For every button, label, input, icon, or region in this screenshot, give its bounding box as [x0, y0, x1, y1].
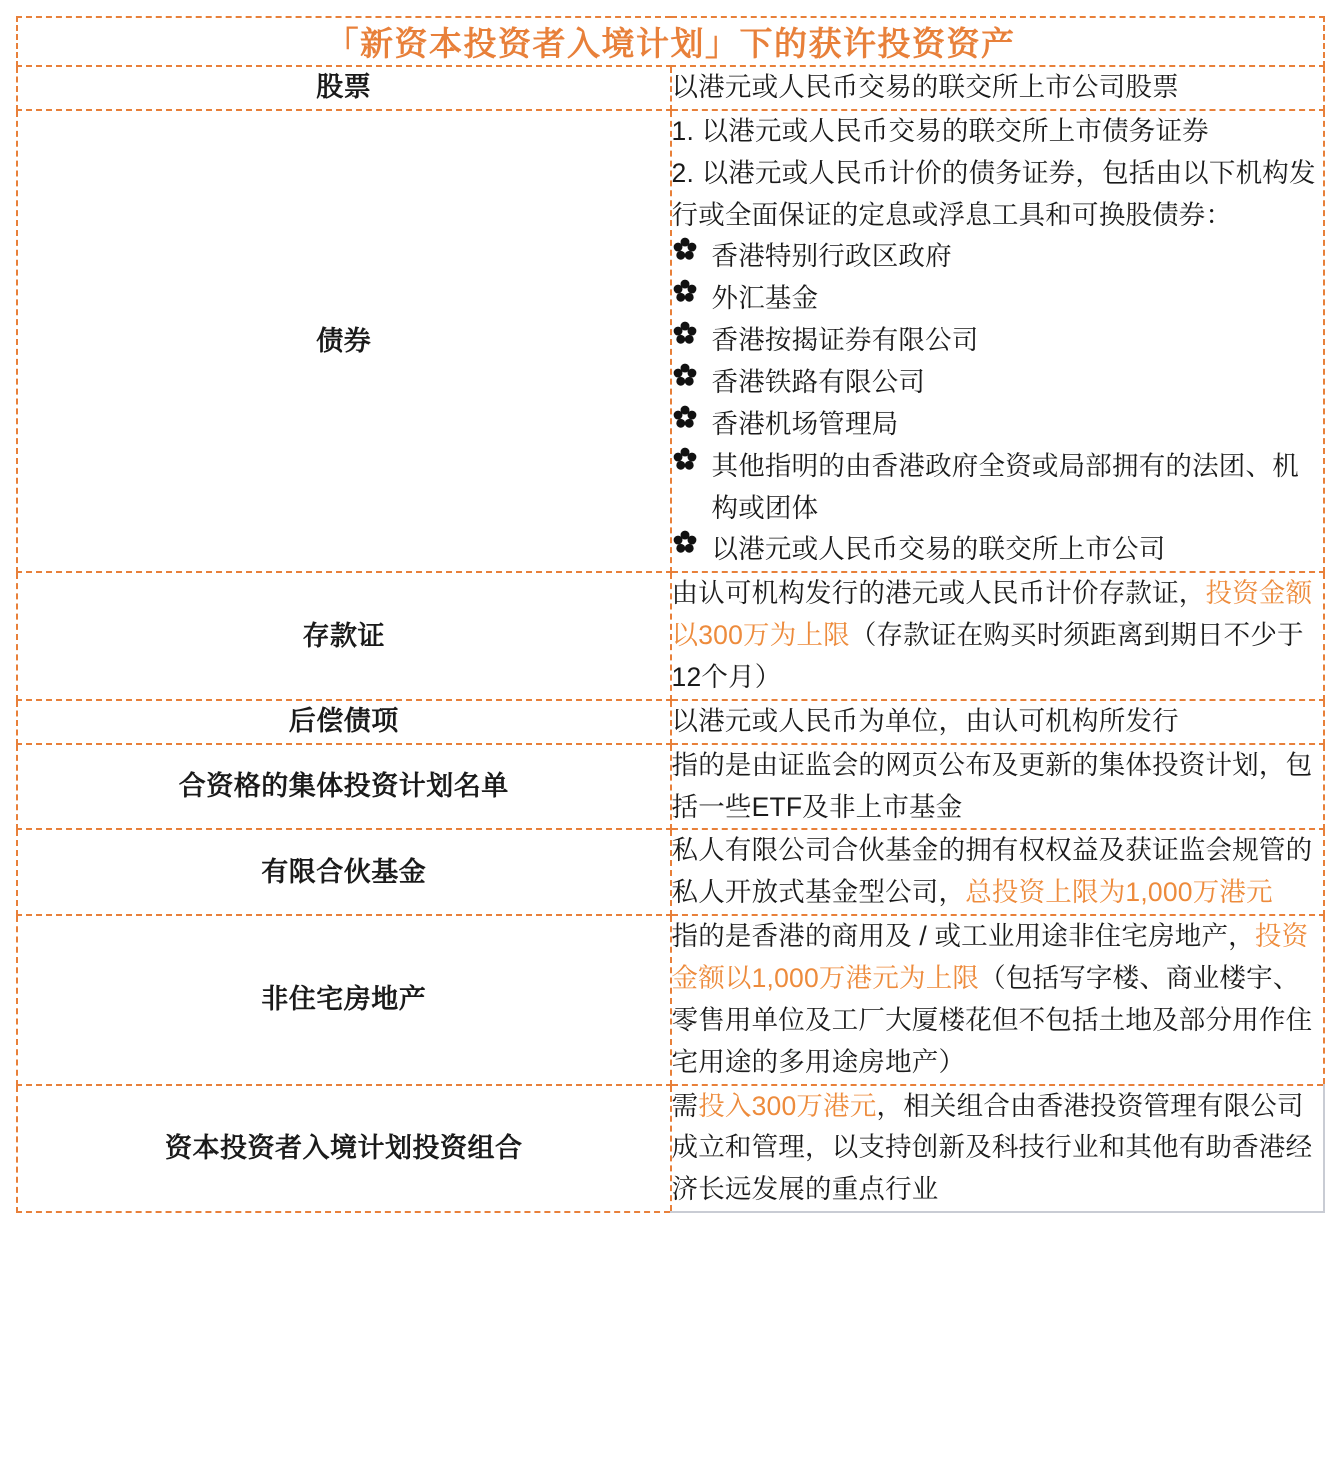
issuer-list [672, 236, 1324, 571]
list-item [672, 404, 1324, 446]
body-text: 私人有限公司合伙基金的拥有权权益及获证监会规管的私人开放式基金型公司， [671, 835, 1313, 908]
body-text: （存款证在购买时须距离到期日不少于12个月） [671, 620, 1304, 693]
list-item [672, 236, 1324, 278]
asset-category-label: 非住宅房地产 [17, 915, 671, 1084]
description-paragraph [672, 1086, 1324, 1212]
body-text: 以港元或人民币交易的联交所上市公司股票 [671, 72, 1179, 102]
description-paragraph [672, 111, 1324, 153]
table-row [17, 829, 1324, 915]
list-item [672, 446, 1324, 530]
asset-description-cell [671, 66, 1325, 110]
description-paragraph [672, 67, 1324, 109]
highlighted-text: 投资金额以300万为上限 [671, 578, 1313, 651]
description-paragraph [672, 745, 1324, 829]
body-text: 由认可机构发行的港元或人民币计价存款证， [671, 578, 1206, 609]
black-florette-icon [672, 362, 698, 388]
list-item [672, 362, 1324, 404]
highlighted-text: 总投资上限为1,000万港元 [965, 877, 1273, 908]
asset-category-label: 资本投资者入境计划投资组合 [17, 1085, 671, 1213]
table-row [17, 915, 1324, 1084]
description-paragraph [672, 830, 1324, 914]
asset-category-label: 存款证 [17, 572, 671, 700]
list-item-label: 外汇基金 [711, 283, 819, 314]
black-florette-icon [672, 529, 698, 555]
black-florette-icon [672, 446, 698, 472]
asset-category-label: 后偿债项 [17, 700, 671, 744]
allowable-investment-assets-table [16, 16, 1325, 1213]
list-item-label: 香港特别行政区政府 [711, 241, 952, 272]
asset-description-cell [671, 572, 1325, 700]
asset-category-label: 债券 [17, 110, 671, 572]
black-florette-icon [672, 236, 698, 262]
table-title-row [17, 17, 1324, 66]
body-text: 以港元或人民币为单位，由认可机构所发行 [671, 705, 1179, 736]
black-florette-icon [672, 404, 698, 430]
black-florette-icon [672, 320, 698, 346]
black-florette-icon [672, 278, 698, 304]
table-row [17, 1085, 1324, 1213]
list-item [672, 278, 1324, 320]
list-item [672, 320, 1324, 362]
asset-description-cell [671, 1085, 1325, 1213]
asset-category-label: 合资格的集体投资计划名单 [17, 744, 671, 830]
body-text: ，相关组合由香港投资管理有限公司成立和管理，以支持创新及科技行业和其他有助香港经济长远发展的重点行业 [671, 1090, 1313, 1205]
list-item-label: 其他指明的由香港政府全资或局部拥有的法团、机构或团体 [711, 450, 1299, 523]
table-row [17, 66, 1324, 110]
description-paragraph [672, 573, 1324, 699]
asset-description-cell [671, 700, 1325, 744]
table-row [17, 700, 1324, 744]
asset-category-label: 有限合伙基金 [17, 829, 671, 915]
list-item-label: 香港铁路有限公司 [711, 367, 926, 398]
asset-description-cell [671, 744, 1325, 830]
asset-description-cell [671, 110, 1325, 572]
body-text: 2. 以港元或人民币计价的债务证券，包括由以下机构发行或全面保证的定息或浮息工具和可换股债券： [671, 157, 1316, 230]
highlighted-text: 投资金额以1,000万港元为上限 [671, 921, 1309, 994]
list-item-label: 香港按揭证券有限公司 [711, 325, 979, 356]
description-paragraph [672, 701, 1324, 743]
table-row [17, 572, 1324, 700]
allowable-investment-assets-table-wrapper [16, 16, 1325, 1213]
description-paragraph [672, 153, 1324, 237]
table-body [17, 17, 1324, 1212]
body-text: 指的是香港的商用及 / 或工业用途非住宅房地产， [671, 921, 1255, 952]
table-row [17, 110, 1324, 572]
body-text: 指的是由证监会的网页公布及更新的集体投资计划，包括一些ETF及非上市基金 [671, 749, 1313, 822]
body-text: 1. 以港元或人民币交易的联交所上市债务证券 [671, 115, 1209, 146]
description-paragraph [672, 916, 1324, 1083]
highlighted-text: 投入300万港元 [698, 1090, 877, 1121]
page-title: 「新资本投资者入境计划」下的获许投资资产 [17, 17, 1324, 66]
asset-description-cell [671, 915, 1325, 1084]
asset-category-label: 股票 [17, 66, 671, 110]
list-item-label: 以港元或人民币交易的联交所上市公司 [711, 534, 1166, 565]
list-item-label: 香港机场管理局 [711, 408, 899, 439]
table-row [17, 744, 1324, 830]
asset-description-cell [671, 829, 1325, 915]
list-item [672, 529, 1324, 571]
body-text: （包括写字楼、商业楼宇、零售用单位及工厂大厦楼花但不包括土地及部分用作住宅用途的多用途房地产） [671, 963, 1313, 1077]
body-text: 需 [671, 1090, 699, 1121]
